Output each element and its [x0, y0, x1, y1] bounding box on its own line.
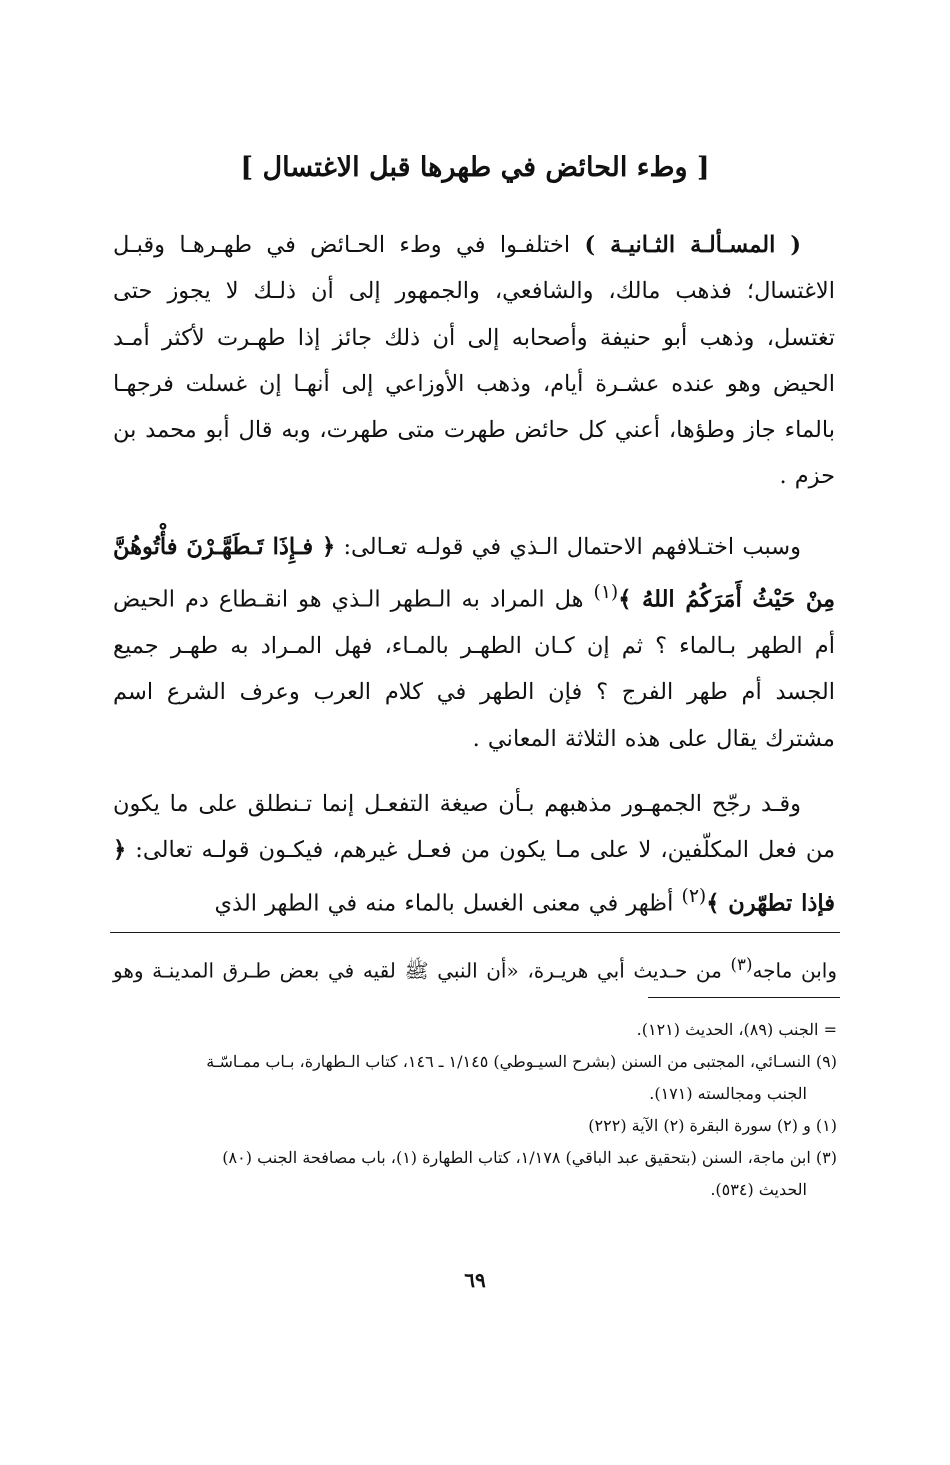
paragraph-1-text — [113, 222, 835, 500]
footnote-item: (٩) النسـائي، المجتبى من السنن (بشرح السيـوطي) ١/١٤٥ ـ ١٤٦، كتاب الـطهارة، بـاب ممـاسّـة — [206, 1052, 837, 1071]
paragraph-1 — [113, 222, 835, 500]
paragraph-2-intro: وسبب اختـلافهم الاحتمال الـذي في قولـه تعـالى: — [335, 534, 801, 560]
footnote-item: = الجنب (٨٩)، الحديث (١٢١). — [636, 1020, 837, 1039]
paragraph-1-body: اختلفـوا في وطء الحـائض في طهـرهـا وقبـل الاغتسال؛ فذهب مالك، والشافعي، والجمهور إلى أن ذلـك لا يجوز حتى تغتسل، وذهب أبو حنيفة وأصحابه إلى أن ذلك جائز إذا طهـرت لأكثر أمـد الحيض وهو عنده عشـرة أيام، وذهب الأوزاعي إلى أنهـا إن غسلت فرجهـا بالماء جاز وطؤها، أعني كل حائض طهرت متى طهرت، وبه قال أبو محمد بن حزم . — [113, 232, 835, 490]
paragraph-3-body: أظهر في معنى الغسل بالماء منه في الطهر الذي — [214, 890, 682, 917]
quran-verse-1: ﴿ فـإِذَا تَـطَهَّـرْنَ فأْتُوهُنَّ مِنْ حَيْثُ أَمَرَكُمُ اللهُ ﴾ — [113, 534, 836, 613]
paragraph-2-body: هل المراد به الـطهر الـذي هو انقـطاع دم الحيض أم الطهر بـالماء ؟ ثم إن كـان الطهـر بالمـاء، فهل المـراد به طهـر جميع الجسد أم طهر الفرج ؟ فإن الطهر في كلام العرب وعرف الشرع اسم مشترك يقال على هذه الثلاثة المعاني . — [113, 586, 835, 752]
section-heading: [ وطء الحائض في طهرها قبل الاغتسال ] — [240, 152, 710, 183]
continued-footnote — [113, 945, 837, 991]
paragraph-2-text — [113, 524, 835, 762]
paragraph-3 — [113, 781, 835, 926]
footnote-item: (٣) ابن ماجة، السنن (بتحقيق عبد الباقي) ١/١٧٨، كتاب الطهارة (١)، باب مصافحة الجنب (٨٠) — [222, 1148, 837, 1167]
footnote-item: (١) و (٢) سورة البقرة (٢) الآية (٢٢٢) — [588, 1116, 837, 1135]
paragraph-3-text — [113, 781, 835, 926]
paragraph-3-intro: وقـد رجّح الجمهـور مذهبهم بـأن صيغة التفعـل إنما تـنطلق على ما يكون من فعل المكلّفين، لا على مـا يكون من فعـل غيرهم، فيكـون قولـه تعالى: — [113, 791, 835, 864]
continued-footnote-marker: (٣) — [730, 955, 753, 974]
footnote-divider — [110, 932, 840, 933]
issue-label: ( المسـألـة الثـانيـة ) — [584, 232, 801, 258]
footnote-item-continuation: الجنب ومجالسته (١٧١). — [649, 1084, 807, 1103]
short-footnote-divider — [648, 997, 840, 998]
paragraph-2 — [113, 524, 835, 762]
page-number: ٦٩ — [464, 1268, 486, 1292]
quran-verse-2: ﴿ فإذا تطهّرن ﴾ — [113, 837, 835, 917]
footnote-marker-2: (٢) — [681, 885, 707, 907]
continued-footnote-start: وابن ماجه — [752, 958, 837, 983]
continued-footnote-body: من حـديث أبي هريـرة، «أن النبي ﷺ لقيه في بعض طـرق المدينـة وهو — [113, 958, 731, 983]
footnote-item-continuation: الحديث (٥٣٤). — [710, 1180, 807, 1199]
footnote-marker-1: (١) — [593, 582, 619, 604]
footnotes — [113, 1016, 837, 1208]
